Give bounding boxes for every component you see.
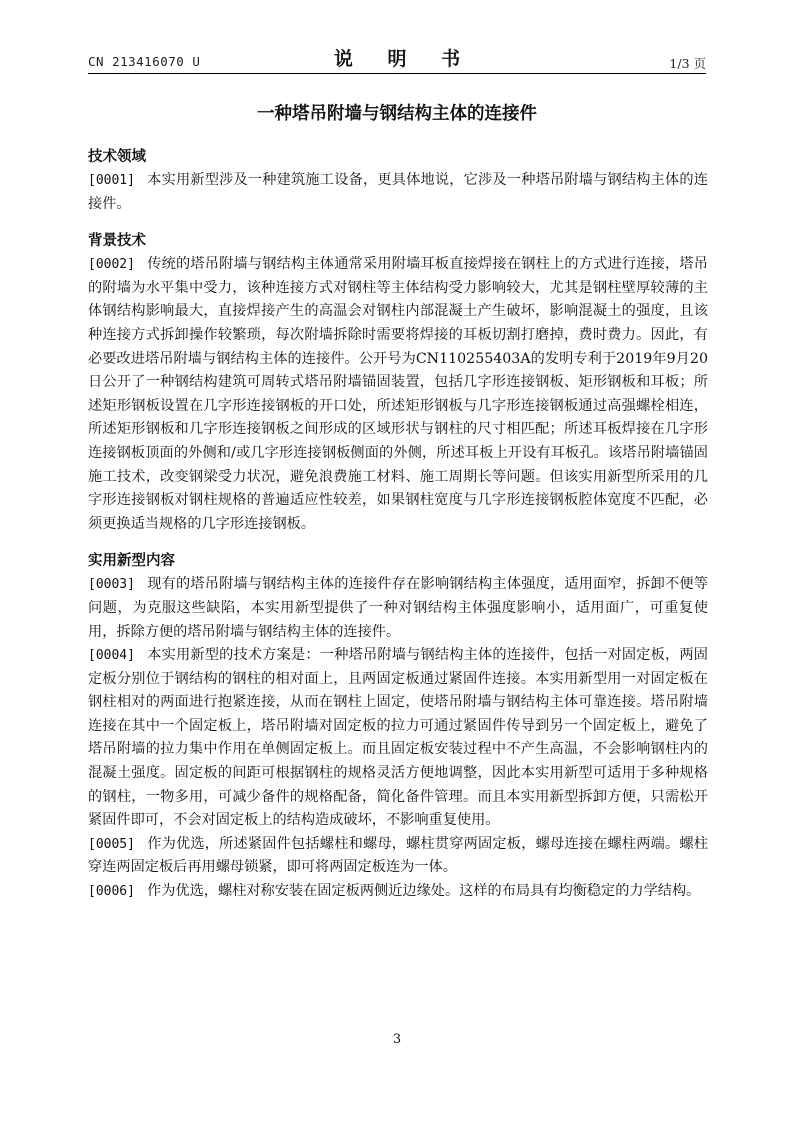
document-title: 一种塔吊附墙与钢结构主体的连接件 bbox=[257, 104, 537, 124]
paragraph-number: [0001] bbox=[88, 173, 135, 188]
paragraph-text: 作为优选，所述紧固件包括螺柱和螺母，螺柱贯穿两固定板，螺母连接在螺柱两端。螺柱穿连两固定板后再用螺母锁紧，即可将两固定板连为一体。 bbox=[88, 835, 708, 876]
paragraph bbox=[88, 880, 708, 904]
paragraph-number: [0003] bbox=[88, 577, 135, 593]
header-divider bbox=[88, 73, 706, 74]
paragraph-text: 本实用新型涉及一种建筑施工设备，更具体地说，它涉及一种塔吊附墙与钢结构主体的连接件。 bbox=[88, 172, 708, 212]
paragraph-number: [0002] bbox=[88, 257, 135, 273]
patent-number: CN 213416070 U bbox=[88, 54, 201, 69]
section-heading: 实用新型内容 bbox=[88, 553, 175, 570]
paragraph-text: 作为优选，螺柱对称安装在固定板两侧近边缘处。这样的布局具有均衡稳定的力学结构。 bbox=[147, 883, 701, 900]
page-number: 3 bbox=[392, 1032, 402, 1047]
paragraph-number: [0005] bbox=[88, 836, 135, 852]
paragraph-number: [0006] bbox=[88, 884, 135, 900]
paragraph bbox=[88, 253, 708, 536]
paragraph-text: 现有的塔吊附墙与钢结构主体的连接件存在影响钢结构主体强度，适用面窄，拆卸不便等问题，为克服这些缺陷，本实用新型提供了一种对钢结构主体强度影响小，适用面广，可重复使用，拆除方便的塔吊附墙与钢结构主体的连接件。 bbox=[88, 576, 708, 640]
paragraph bbox=[88, 573, 708, 644]
page-info: 1/3 页 bbox=[669, 56, 706, 71]
section-heading: 背景技术 bbox=[88, 233, 146, 250]
section-technical-field bbox=[88, 146, 708, 216]
section-background bbox=[88, 230, 708, 536]
paragraph-text: 本实用新型的技术方案是：一种塔吊附墙与钢结构主体的连接件，包括一对固定板，两固定板分别位于钢结构的钢柱的相对面上，且两固定板通过紧固件连接。本实用新型用一对固定板在钢柱相对的两面进行抱紧连接，从而在钢柱上固定，使塔吊附墙与钢结构主体可靠连接。塔吊附墙连接在其中一个固定板上，塔吊附墙对固定板的拉力可通过紧固件传导到另一个固定板上，避免了塔吊附墙的拉力集中作用在单侧固定板上。而且固定板安装过程中不产生高温，不会影响钢柱内的混凝土强度。固定板的间距可根据钢柱的规格灵活方便地调整，因此本实用新型可适用于多种规格的钢柱，一物多用，可减少备件的规格配备，简化备件管理。而且本实用新型拆卸方便，只需松开紧固件即可，不会对固定板上的结构造成破坏，不影响重复使用。 bbox=[88, 647, 708, 829]
section-heading: 技术领域 bbox=[88, 149, 146, 165]
paragraph bbox=[88, 644, 708, 833]
document-type: 说 明 书 bbox=[333, 48, 475, 70]
paragraph bbox=[88, 169, 708, 216]
paragraph-text: 传统的塔吊附墙与钢结构主体通常采用附墙耳板直接焊接在钢柱上的方式进行连接，塔吊的附墙为水平集中受力，该种连接方式对钢柱等主体结构受力影响较大，尤其是钢柱壁厚较薄的主体钢结构影响最大，直接焊接产生的高温会对钢柱内部混凝土产生破坏，影响混凝土的强度，且该种连接方式拆卸操作较繁琐，每次附墙拆除时需要将焊接的耳板切割打磨掉，费时费力。因此，有必要改进塔吊附墙与钢结构主体的连接件。公开号为CN110255403A的发明专利于2019年9月20日公开了一种钢结构建筑可周转式塔吊附墙锚固装置，包括几字形连接钢板、矩形钢板和耳板；所述矩形钢板设置在几字形连接钢板的开口处，所述矩形钢板与几字形连接钢板通过高强螺栓相连，所述矩形钢板和几字形连接钢板之间形成的区域形状与钢柱的尺寸相匹配；所述耳板焊接在几字形连接钢板顶面的外侧和/或几字形连接钢板侧面的外侧，所述耳板上开设有耳板孔。该塔吊附墙锚固施工技术，改变钢梁受力状况，避免浪费施工材料、施工周期长等问题。但该实用新型所采用的几字形连接钢板对钢柱规格的普遍适应性较差，如果钢柱宽度与几字形连接钢板腔体宽度不匹配，必须更换适当规格的几字形连接钢板。 bbox=[88, 256, 708, 532]
section-utility-model-content bbox=[88, 550, 708, 903]
page-header bbox=[88, 44, 706, 72]
paragraph-number: [0004] bbox=[88, 648, 135, 664]
paragraph bbox=[88, 833, 708, 880]
document-body bbox=[88, 146, 708, 918]
